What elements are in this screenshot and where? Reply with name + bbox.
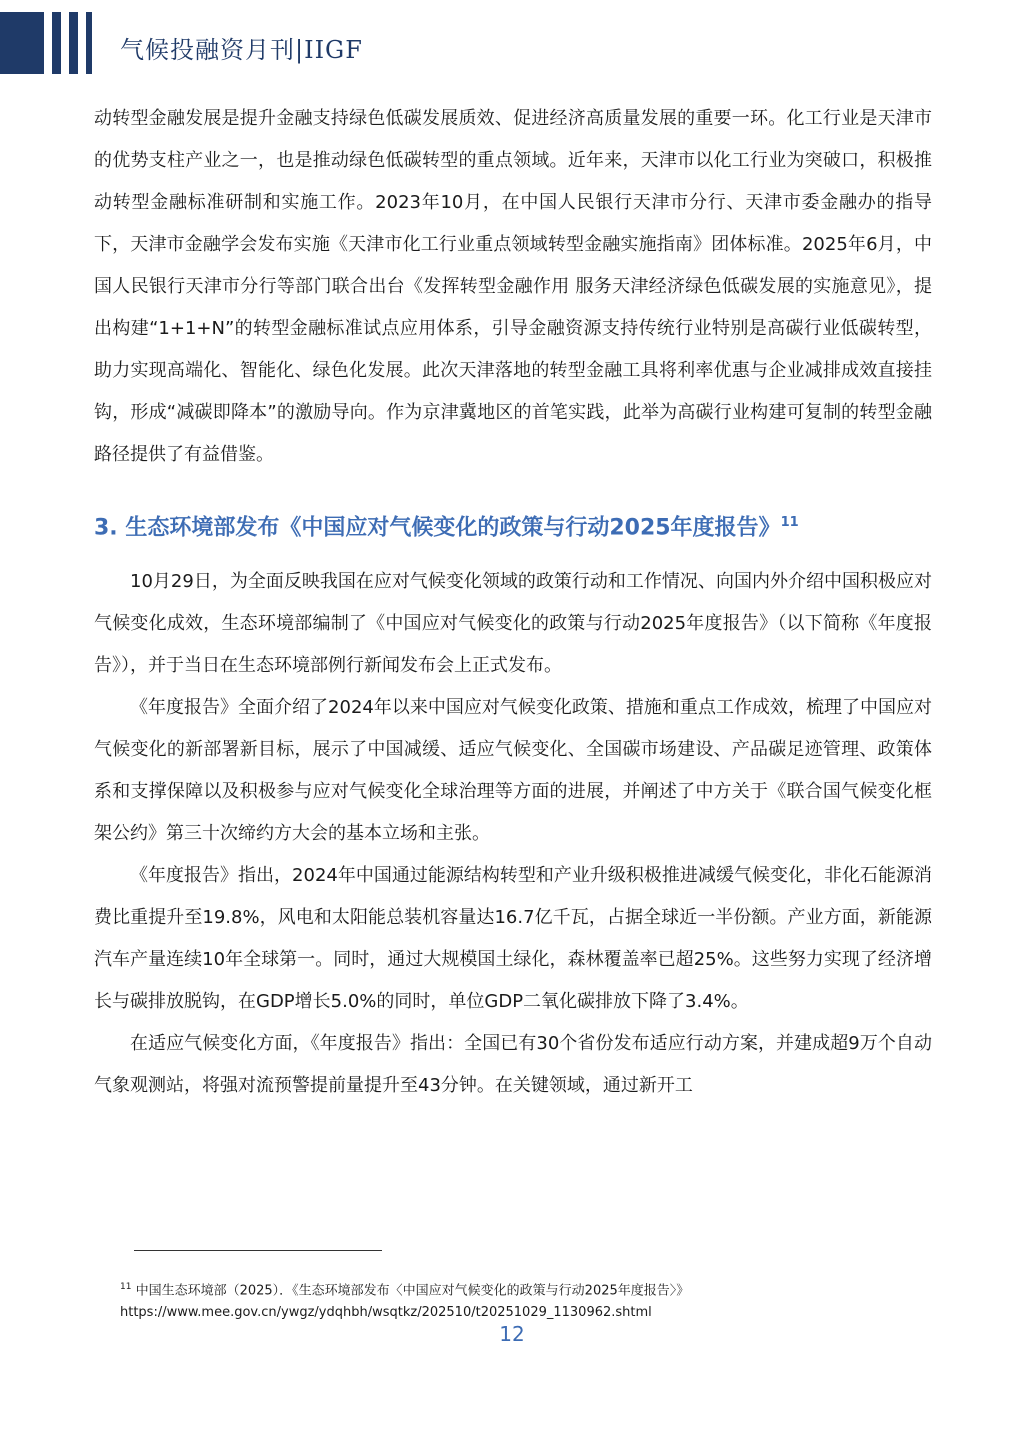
footnote-divider [134,1250,382,1251]
body-paragraph: 《年度报告》指出，2024年中国通过能源结构转型和产业升级积极推进减缓气候变化，非化石能源消费比重提升至19.8%，风电和太阳能总装机容量达16.7亿千瓦，占据全球近一半份额。产业方面，新能源汽车产量连续10年全球第一。同时，通过大规模国土绿化，森林覆盖率已超25%。这些努力实现了经济增长与碳排放脱钩，在GDP增长5.0%的同时，单位GDP二氧化碳排放下降了3.4%。 [94,865,932,1013]
page-number: 12 [499,1322,525,1346]
footnote-reference[interactable]: 11 [780,515,799,530]
footnote-url[interactable]: https://www.mee.gov.cn/ywgz/ydqhbh/wsqtkz/202510/t20251029_1130962.shtml [120,1305,652,1321]
logo-bar-2 [69,12,78,74]
logo-bar-3 [86,12,92,74]
body-paragraph: 在适应气候变化方面，《年度报告》指出：全国已有30个省份发布适应行动方案，并建成超9万个自动气象观测站，将强对流预警提前量提升至43分钟。在关键领域，通过新开工 [94,1033,932,1097]
footnote-text: 中国生态环境部（2025）．《生态环境部发布〈中国应对气候变化的政策与行动2025年度报告〉》 [135,1283,690,1299]
body-paragraph: 动转型金融发展是提升金融支持绿色低碳发展质效、促进经济高质量发展的重要一环。化工行业是天津市的优势支柱产业之一，也是推动绿色低碳转型的重点领域。近年来，天津市以化工行业为突破口，积极推动转型金融标准研制和实施工作。2023年10月，在中国人民银行天津市分行、天津市委金融办的指导下，天津市金融学会发布实施《天津市化工行业重点领域转型金融实施指南》团体标准。2025年6月，中国人民银行天津市分行等部门联合出台《发挥转型金融作用 服务天津经济绿色低碳发展的实施意见》，提出构建“1+1+N”的转型金融标准试点应用体系，引导金融资源支持传统行业特别是高碳行业低碳转型，助力实现高端化、智能化、绿色化发展。此次天津落地的转型金融工具将利率优惠与企业减排成效直接挂钩，形成“减碳即降本”的激励导向。作为京津冀地区的首笔实践，此举为高碳行业构建可复制的转型金融路径提供了有益借鉴。 [94,108,932,465]
header-title: 气候投融资月刊|IIGF [120,36,363,64]
section-heading-text: 3. 生态环境部发布《中国应对气候变化的政策与行动2025年度报告》 [94,515,781,541]
page-content [94,98,932,1107]
body-paragraph: 10月29日，为全面反映我国在应对气候变化领域的政策行动和工作情况、向国内外介绍中国积极应对气候变化成效，生态环境部编制了《中国应对气候变化的政策与行动2025年度报告》（以下简称《年度报告》），并于当日在生态环境部例行新闻发布会上正式发布。 [94,571,932,677]
section-heading [94,508,932,543]
header-logo-bars [0,12,100,74]
logo-bar-1 [52,12,61,74]
footnote-citation [120,1276,920,1302]
body-paragraph: 《年度报告》全面介绍了2024年以来中国应对气候变化政策、措施和重点工作成效，梳理了中国应对气候变化的新部署新目标，展示了中国减缓、适应气候变化、全国碳市场建设、产品碳足迹管理、政策体系和支撑保障以及积极参与应对气候变化全球治理等方面的进展，并阐述了中方关于《联合国气候变化框架公约》第三十次缔约方大会的基本立场和主张。 [94,697,932,845]
footnote [120,1276,920,1324]
footnote-number: 11 [120,1282,132,1292]
logo-bar-wide [0,12,44,74]
